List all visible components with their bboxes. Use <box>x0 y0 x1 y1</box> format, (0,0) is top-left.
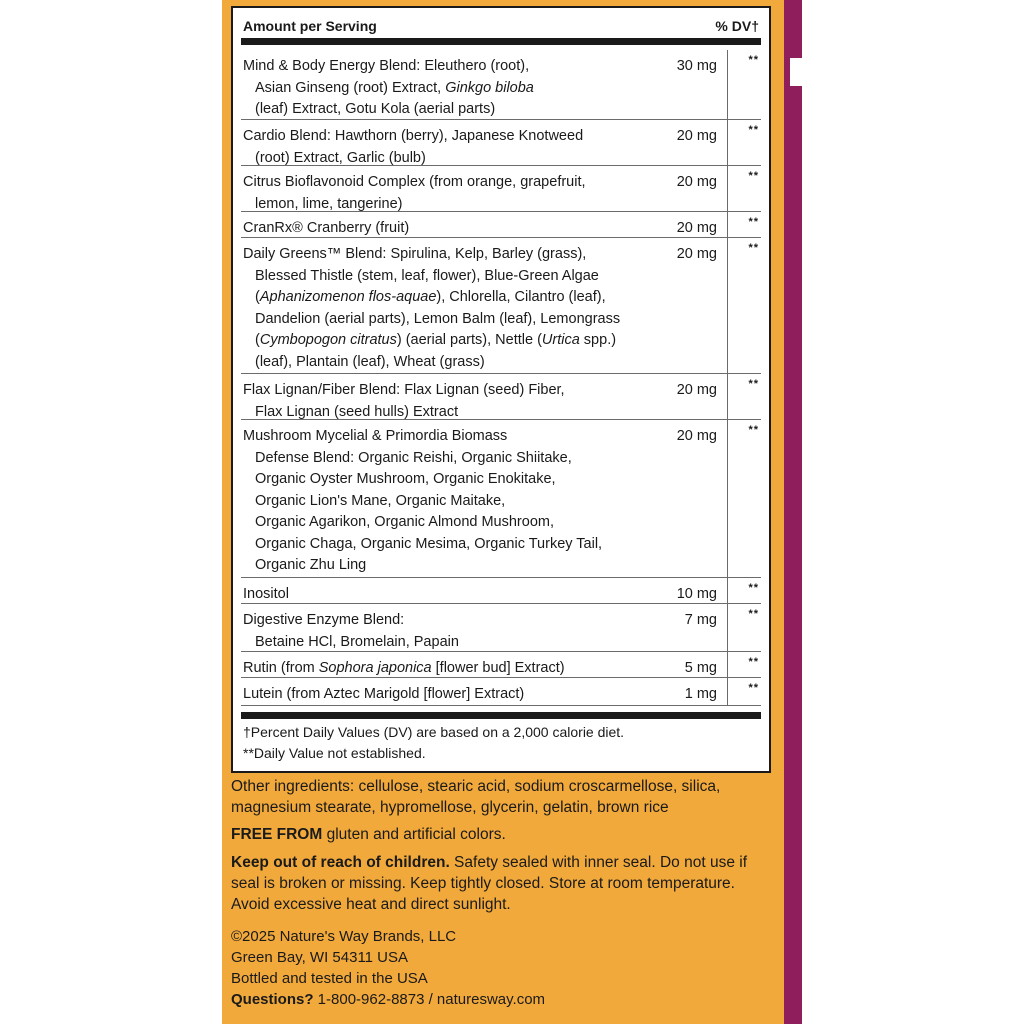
ingredient-line: Betaine HCl, Bromelain, Papain <box>255 633 459 650</box>
warning <box>231 852 771 915</box>
column-divider <box>727 652 728 677</box>
white-notch <box>790 58 802 86</box>
footnote-dv: †Percent Daily Values (DV) are based on a 2,000 calorie diet. <box>243 724 625 740</box>
ingredient-name <box>243 658 653 680</box>
ingredient-line: Organic Lion's Mane, Organic Maitake, <box>255 492 506 509</box>
column-divider <box>727 578 728 603</box>
ingredient-name <box>243 584 653 606</box>
ingredient-dv: ** <box>748 656 759 668</box>
ingredient-line: Rutin (from Sophora japonica [flower bud] Extract) <box>243 660 565 676</box>
table-row <box>241 374 761 420</box>
ingredient-amount: 20 mg <box>676 174 717 190</box>
table-header <box>241 14 761 40</box>
table-row <box>241 604 761 652</box>
ingredient-name <box>243 126 653 169</box>
ingredient-dv: ** <box>748 216 759 228</box>
ingredient-amount: 20 mg <box>676 220 717 236</box>
free-from <box>231 824 771 845</box>
ingredient-amount: 20 mg <box>676 382 717 398</box>
table-row <box>241 212 761 238</box>
free-from-bold: FREE FROM <box>231 826 323 843</box>
ingredient-amount: 5 mg <box>684 660 717 676</box>
column-divider <box>727 238 728 373</box>
ingredient-dv: ** <box>748 242 759 254</box>
ingredient-dv: ** <box>748 608 759 620</box>
column-divider <box>727 50 728 119</box>
ingredient-amount: 30 mg <box>676 58 717 74</box>
table-row <box>241 166 761 212</box>
ingredient-dv: ** <box>748 682 759 694</box>
ingredient-line: Flax Lignan (seed hulls) Extract <box>255 403 459 420</box>
ingredient-line: Daily Greens™ Blend: Spirulina, Kelp, Barley (grass), <box>243 246 587 262</box>
magenta-side-band <box>784 0 802 1024</box>
ingredient-amount: 20 mg <box>676 428 717 444</box>
table-row <box>241 652 761 678</box>
column-divider <box>727 420 728 577</box>
ingredient-line: Organic Chaga, Organic Mesima, Organic Turkey Tail, <box>255 535 603 552</box>
ingredient-line: lemon, lime, tangerine) <box>255 195 403 212</box>
ingredient-rows <box>241 50 761 706</box>
ingredient-amount: 1 mg <box>684 686 717 702</box>
ingredient-line: Blessed Thistle (stem, leaf, flower), Blue-Green Algae <box>255 267 599 284</box>
ingredient-line: Dandelion (aerial parts), Lemon Balm (leaf), Lemongrass <box>255 310 621 327</box>
ingredient-line: (leaf) Extract, Gotu Kola (aerial parts) <box>255 101 496 117</box>
table-row <box>241 238 761 374</box>
ingredient-line: Asian Ginseng (root) Extract, Ginkgo biloba <box>255 79 534 96</box>
ingredient-amount: 10 mg <box>676 586 717 602</box>
table-row <box>241 678 761 706</box>
ingredient-name <box>243 610 653 653</box>
footnotes <box>243 722 624 764</box>
bottled-in: Bottled and tested in the USA <box>231 970 428 987</box>
ingredient-dv: ** <box>748 170 759 182</box>
other-ingredients: Other ingredients: cellulose, stearic acid, sodium croscarmellose, silica, magnesium stearate, hypromellose, glycerin, gelatin, brown rice <box>231 778 721 816</box>
ingredient-name <box>243 380 653 423</box>
ingredient-line: Mushroom Mycelial & Primordia Biomass <box>243 428 508 444</box>
dv-heading: % DV† <box>715 18 759 34</box>
ingredient-line: (leaf), Plantain (leaf), Wheat (grass) <box>255 353 485 370</box>
bottom-thick-rule <box>241 712 761 719</box>
ingredient-line: (Aphanizomenon flos-aquae), Chlorella, Cilantro (leaf), <box>255 289 606 305</box>
warning-text: Safety sealed with inner seal. Do not use if seal is broken or missing. Keep tightly closed. Store at room temperature. Avoid excessive heat and direct sunlight. <box>231 854 747 913</box>
column-divider <box>727 604 728 651</box>
ingredient-amount: 20 mg <box>676 128 717 144</box>
table-row <box>241 120 761 166</box>
ingredient-dv: ** <box>748 378 759 390</box>
ingredient-line: Lutein (from Aztec Marigold [flower] Extract) <box>243 686 525 702</box>
ingredient-line: Flax Lignan/Fiber Blend: Flax Lignan (seed) Fiber, <box>243 382 565 398</box>
company-info <box>231 926 771 1010</box>
ingredient-name <box>243 684 653 706</box>
address: Green Bay, WI 54311 USA <box>231 949 409 966</box>
column-divider <box>727 166 728 211</box>
warning-bold: Keep out of reach of children. <box>231 854 450 871</box>
column-divider <box>727 374 728 419</box>
ingredient-line: Organic Zhu Ling <box>255 557 367 573</box>
ingredient-line: Defense Blend: Organic Reishi, Organic Shiitake, <box>255 449 572 466</box>
ingredient-line: (root) Extract, Garlic (bulb) <box>255 149 426 166</box>
questions <box>231 989 771 1010</box>
column-divider <box>727 212 728 237</box>
table-row <box>241 50 761 120</box>
ingredient-dv: ** <box>748 582 759 594</box>
questions-text: 1-800-962-8873 / naturesway.com <box>313 991 546 1008</box>
free-from-text: gluten and artificial colors. <box>322 826 506 843</box>
table-row <box>241 578 761 604</box>
ingredient-name <box>243 426 653 577</box>
copyright: ©2025 Nature's Way Brands, LLC <box>231 928 457 945</box>
ingredient-line: Cardio Blend: Hawthorn (berry), Japanese Knotweed <box>243 128 584 144</box>
ingredient-line: (Cymbopogon citratus) (aerial parts), Nettle (Urtica spp.) <box>255 332 617 348</box>
ingredient-name <box>243 244 653 373</box>
ingredient-name <box>243 172 653 215</box>
ingredient-line: Inositol <box>243 586 289 602</box>
ingredient-dv: ** <box>748 124 759 136</box>
top-thick-rule <box>241 38 761 45</box>
ingredient-amount: 7 mg <box>684 612 717 628</box>
ingredient-line: Digestive Enzyme Blend: <box>243 612 405 628</box>
column-divider <box>727 120 728 165</box>
table-row <box>241 420 761 578</box>
ingredient-amount: 20 mg <box>676 246 717 262</box>
ingredient-dv: ** <box>748 54 759 66</box>
column-divider <box>727 678 728 705</box>
ingredient-line: Citrus Bioflavonoid Complex (from orange, grapefruit, <box>243 174 586 190</box>
ingredient-dv: ** <box>748 424 759 436</box>
footnote-not-established: **Daily Value not established. <box>243 745 426 761</box>
ingredient-name <box>243 56 653 121</box>
questions-bold: Questions? <box>231 991 314 1008</box>
amount-per-serving-heading: Amount per Serving <box>243 18 377 34</box>
ingredient-name <box>243 218 653 240</box>
ingredient-line: Organic Oyster Mushroom, Organic Enokitake, <box>255 471 556 487</box>
ingredient-line: Organic Agarikon, Organic Almond Mushroom, <box>255 514 554 530</box>
ingredient-line: Mind & Body Energy Blend: Eleuthero (root), <box>243 58 530 74</box>
supplement-facts-panel <box>231 6 771 773</box>
ingredient-line: CranRx® Cranberry (fruit) <box>243 220 410 236</box>
